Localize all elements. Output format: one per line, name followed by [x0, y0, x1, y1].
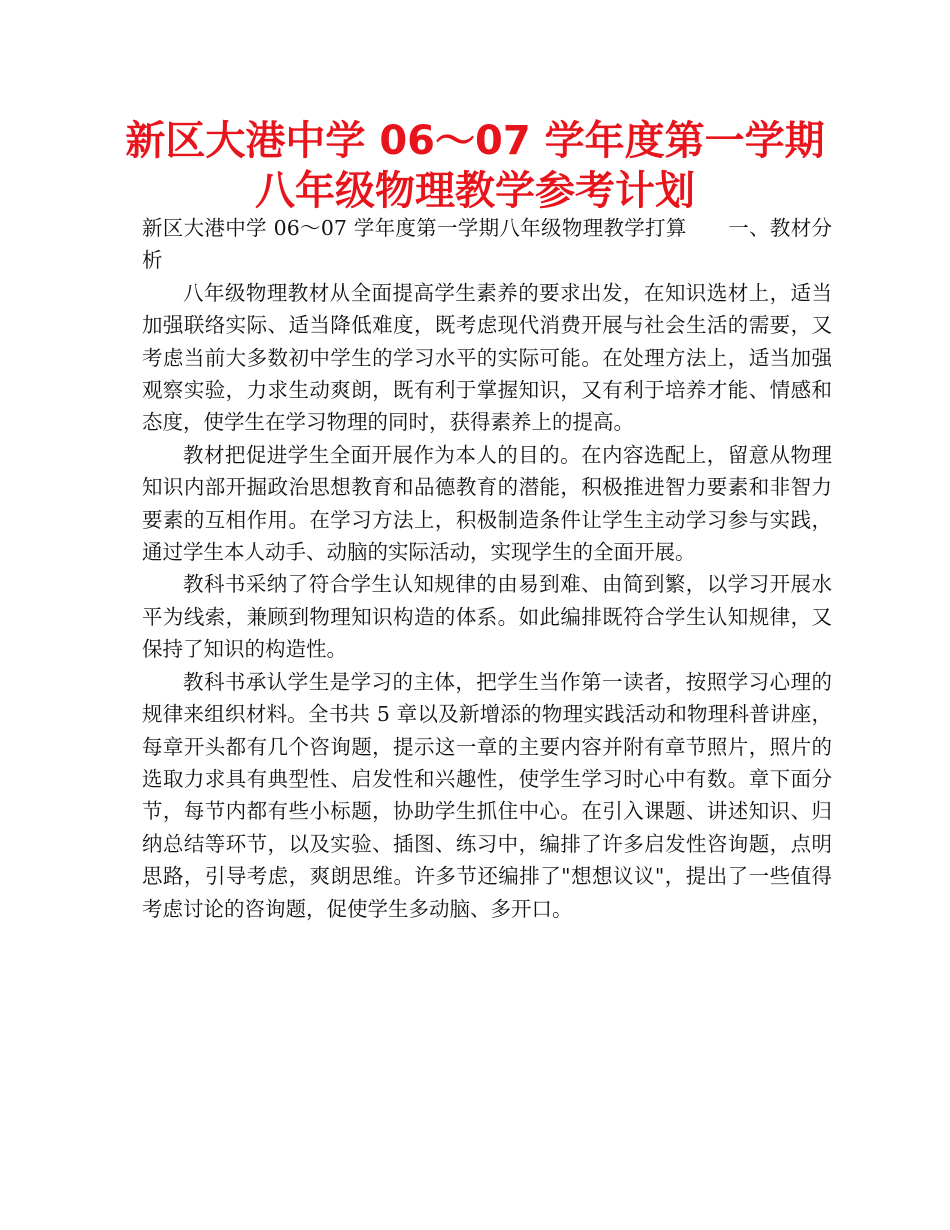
- paragraph-4: 教科书承认学生是学习的主体，把学生当作第一读者，按照学习心理的规律来组织材料。全书共 5 章以及新增添的物理实践活动和物理科普讲座，每章开头都有几个咨询题，提示这一章的主要内容并附有章节照片，照片的选取力求具有典型性、启发性和兴趣性，使学生学习时心中有数。章下面分节，每节内都有些小标题，协助学生抓住中心。在引入课题、讲述知识、归纳总结等环节，以及实验、插图、练习中，编排了许多启发性咨询题，点明思路，引导考虑，爽朗思维。许多节还编排了"想想议议"，提出了一些值得考虑讨论的咨询题，促使学生多动脑、多开口。: [142, 669, 832, 921]
- document-title: 新区大港中学 06～07 学年度第一学期八年级物理教学参考计划: [125, 118, 825, 214]
- paragraph-2: 教材把促进学生全面开展作为本人的目的。在内容选配上，留意从物理知识内部开掘政治思想教育和品德教育的潜能，积极推进智力要素和非智力要素的互相作用。在学习方法上，积极制造条件让学生主动学习参与实践，通过学生本人动手、动脑的实际活动，实现学生的全面开展。: [142, 442, 832, 565]
- paragraph-1: 八年级物理教材从全面提高学生素养的要求出发，在知识选材上，适当加强联络实际、适当降低难度，既考虑现代消费开展与社会生活的需要，又考虑当前大多数初中学生的学习水平的实际可能。在处理方法上，适当加强观察实验，力求生动爽朗，既有利于掌握知识，又有利于培养才能、情感和态度，使学生在学习物理的同时，获得素养上的提高。: [142, 280, 832, 435]
- paragraph-3: 教科书采纳了符合学生认知规律的由易到难、由简到繁，以学习开展水平为线索，兼顾到物理知识构造的体系。如此编排既符合学生认知规律，又保持了知识的构造性。: [142, 572, 832, 662]
- document-body: [142, 212, 832, 925]
- intro-line: 新区大港中学 06～07 学年度第一学期八年级物理教学打算 一、教材分析: [142, 216, 832, 273]
